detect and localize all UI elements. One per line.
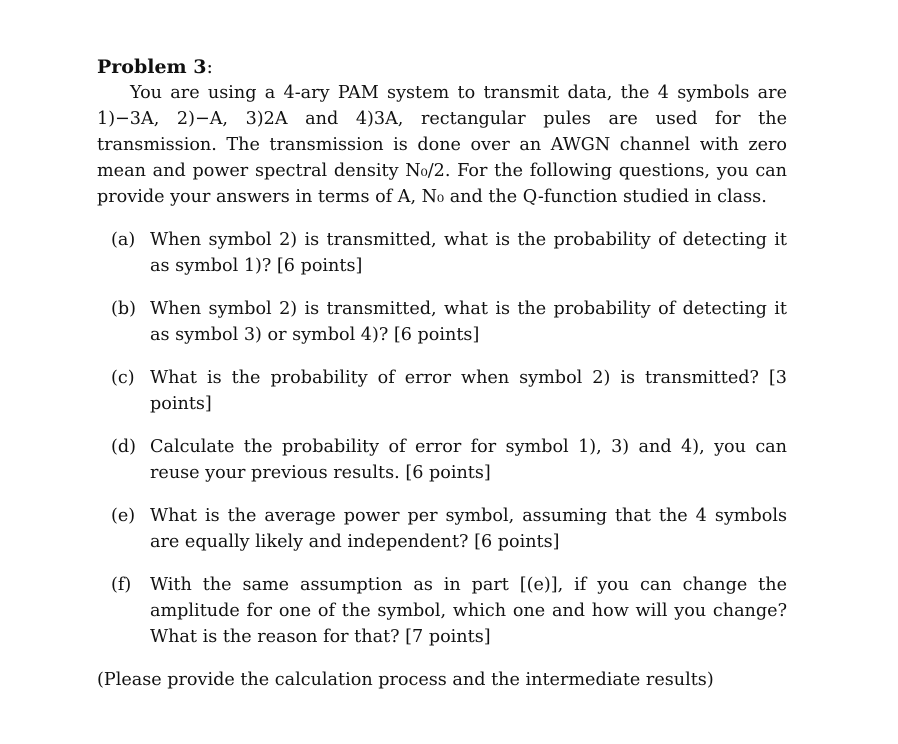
question-text: What is the probability of error when symbol 2) is transmitted? [3 points]: [150, 368, 787, 414]
question-part-b: [97, 296, 787, 348]
question-text: When symbol 2) is transmitted, what is the probability of detecting it as symbol 1)? [6 points]: [150, 230, 787, 276]
question-part-e: [97, 503, 787, 555]
question-text: Calculate the probability of error for symbol 1), 3) and 4), you can reuse your previous results. [6 points]: [150, 437, 787, 483]
problem-document: [97, 54, 787, 693]
question-label: (d): [111, 437, 136, 457]
problem-title: Problem 3: [97, 56, 207, 78]
question-text: When symbol 2) is transmitted, what is the probability of detecting it as symbol 3) or symbol 4)? [6 points]: [150, 299, 787, 345]
question-label: (a): [111, 230, 136, 250]
question-label: (c): [111, 368, 135, 388]
question-list: [97, 227, 787, 650]
question-part-f: [97, 572, 787, 650]
question-text: What is the average power per symbol, assuming that the 4 symbols are equally likely and independent? [6 points]: [150, 506, 787, 552]
problem-heading: [97, 54, 787, 80]
question-label: (e): [111, 506, 136, 526]
question-text: With the same assumption as in part [(e)], if you can change the amplitude for one of the symbol, which one and how will you change? What is the reason for that? [7 points]: [150, 575, 787, 647]
instructions-footer: (Please provide the calculation process and the intermediate results): [97, 670, 714, 690]
problem-intro: You are using a 4-ary PAM system to transmit data, the 4 symbols are 1)−3A, 2)−A, 3)2A and 4)3A, rectangular pules are used for the transmission. The transmission is done over an AWGN channel with zero mean and power spectral density N₀/2. For the following questions, you can provide your answers in terms of A, N₀ and the Q-function studied in class.: [97, 83, 787, 207]
question-part-d: [97, 434, 787, 486]
question-label: (f): [111, 575, 132, 595]
question-part-a: [97, 227, 787, 279]
question-part-c: [97, 365, 787, 417]
question-label: (b): [111, 299, 136, 319]
problem-title-colon: :: [206, 56, 213, 78]
